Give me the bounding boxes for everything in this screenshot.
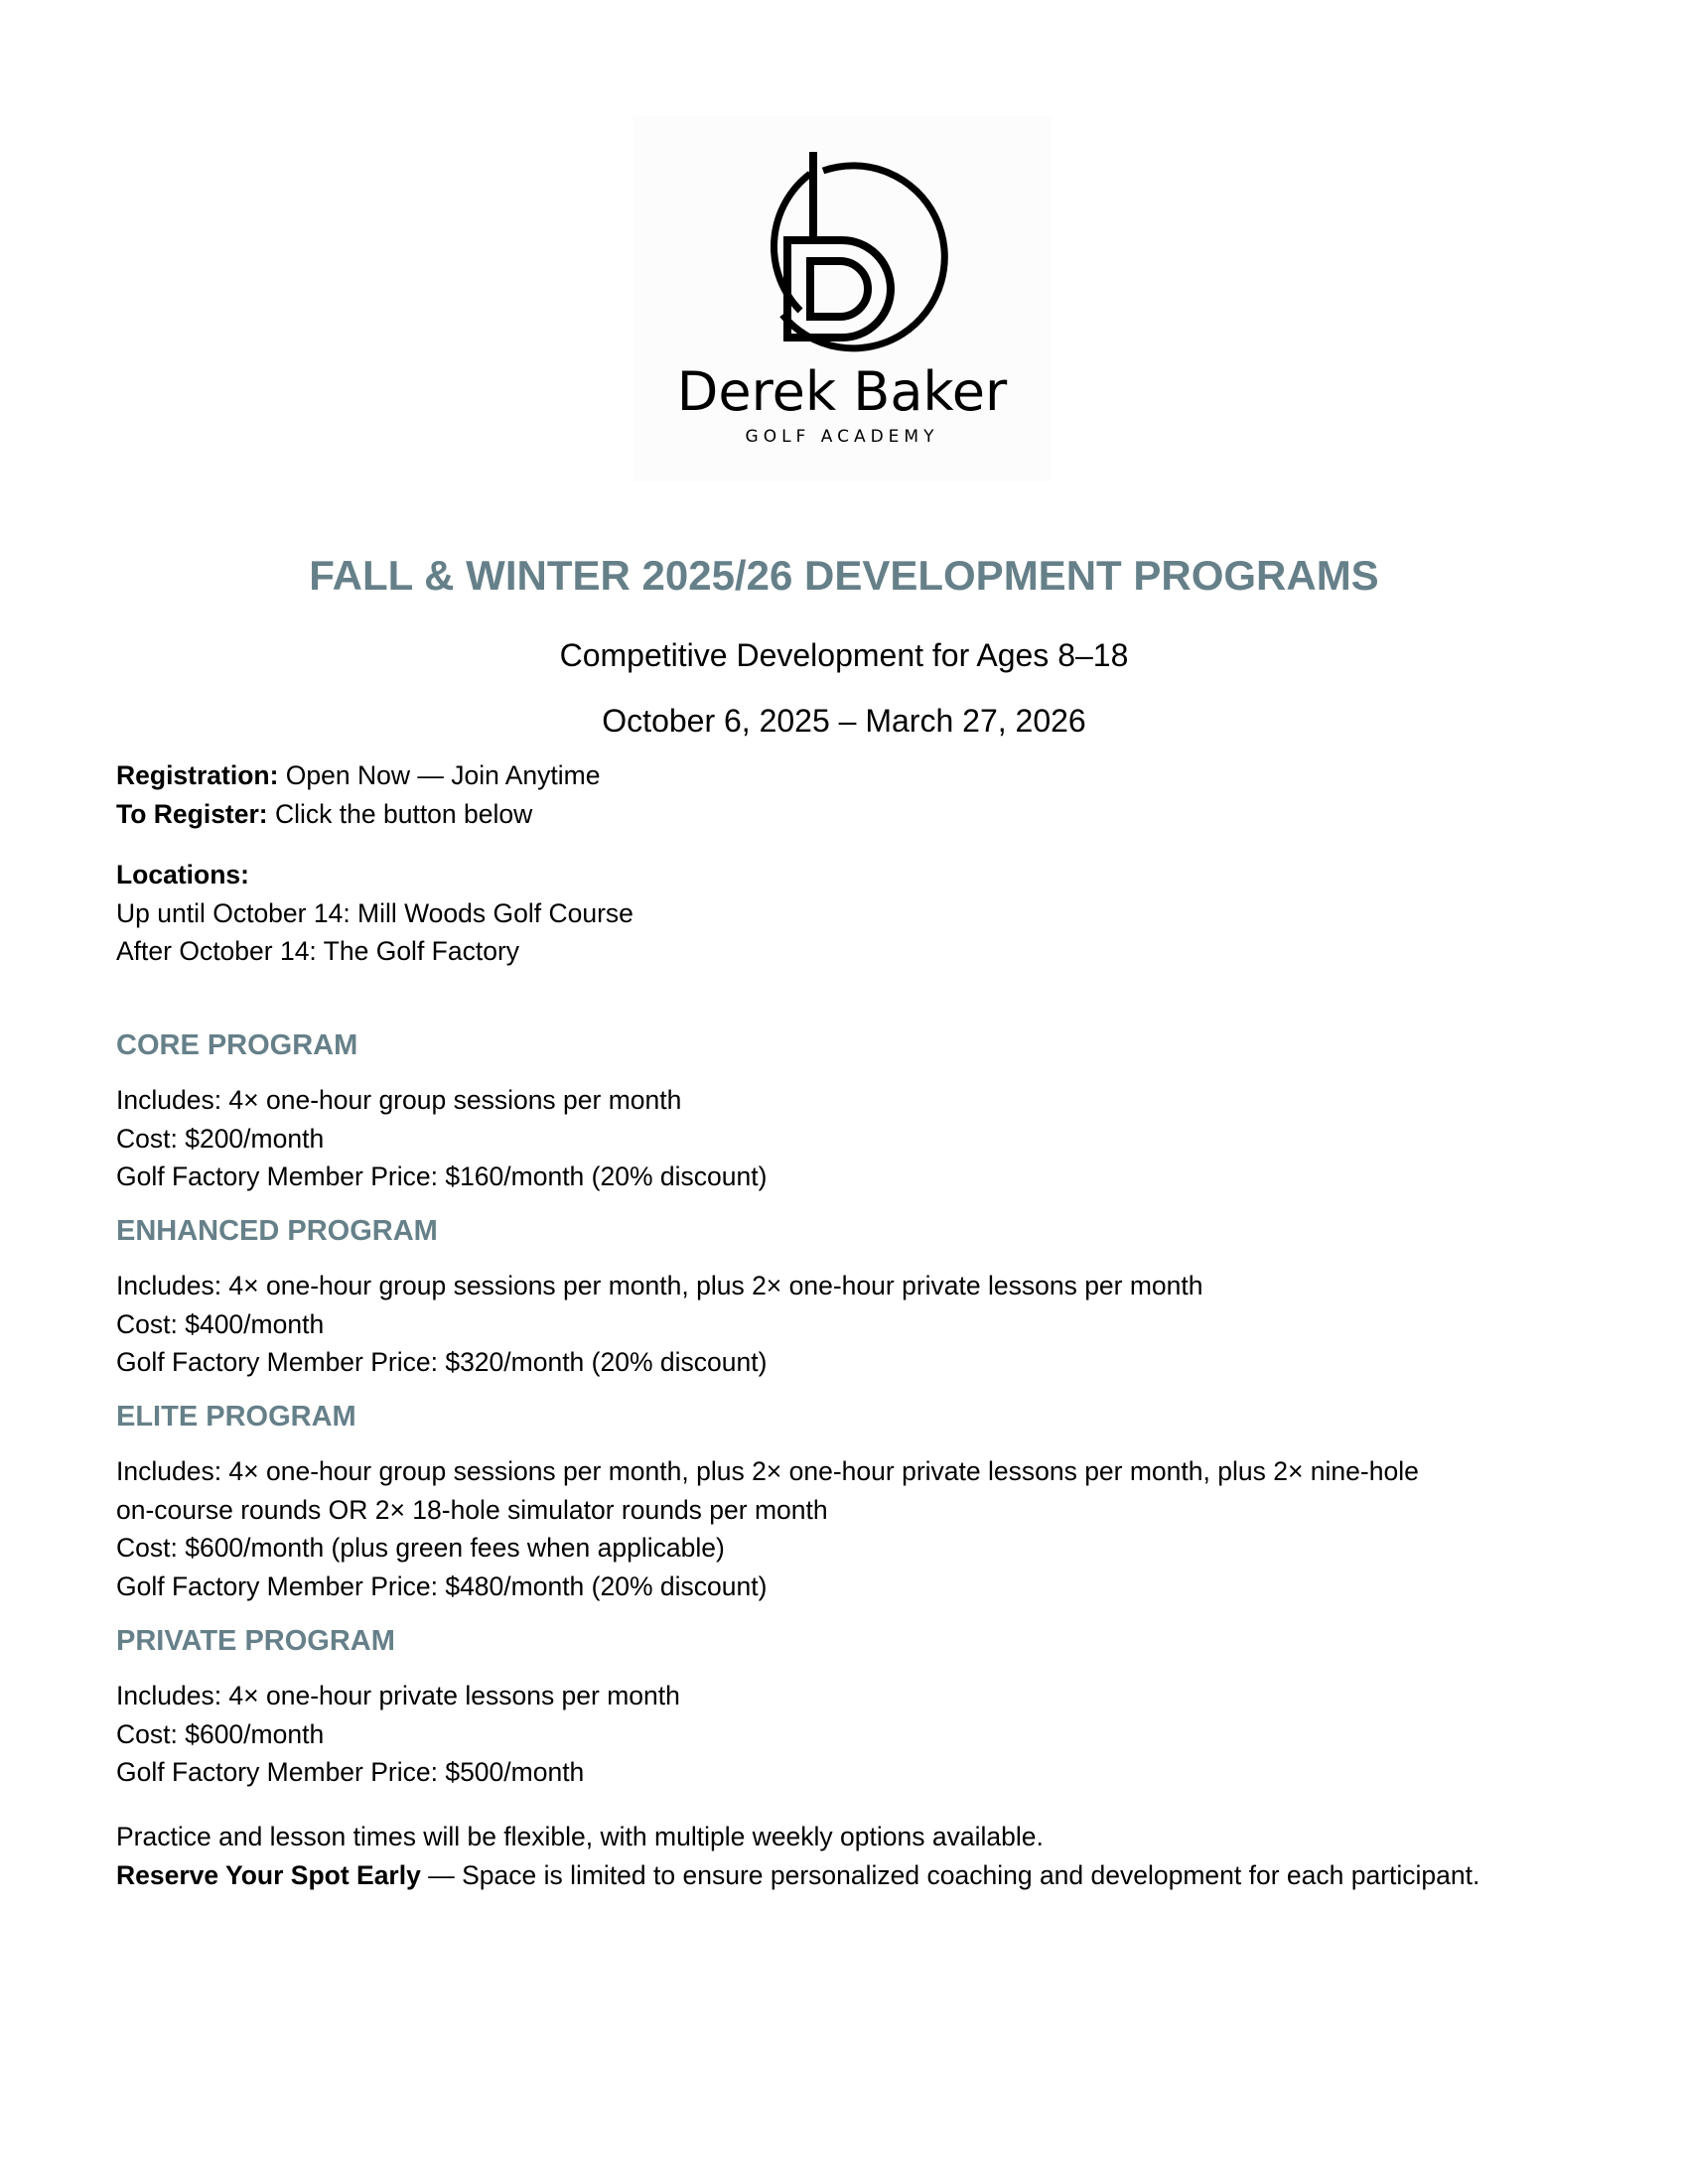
location-item: Up until October 14: Mill Woods Golf Course [116,897,633,928]
registration-line [116,756,1586,795]
registration-value: Open Now — Join Anytime [278,760,601,790]
register-line [116,795,1586,834]
core-program-details [116,1081,1586,1196]
academy-logo [633,116,1051,481]
elite-program-details [116,1452,1586,1605]
page-title: FALL & WINTER 2025/26 DEVELOPMENT PROGRAMS [309,552,1379,599]
private-program-details [116,1677,1586,1792]
program-line: Cost: $200/month [116,1123,325,1154]
register-label: To Register: [116,798,268,829]
program-line: Golf Factory Member Price: $320/month (20% discount) [116,1347,768,1377]
logo-name: Derek Baker [676,360,1008,423]
program-line: Includes: 4× one-hour group sessions per month [116,1085,682,1115]
logo-tagline: GOLF ACADEMY [745,427,939,447]
program-line: Cost: $600/month (plus green fees when applicable) [116,1533,725,1563]
enhanced-program-title: ENHANCED PROGRAM [116,1215,438,1247]
footer-notes [116,1818,1586,1894]
program-dates: October 6, 2025 – March 27, 2026 [602,703,1086,739]
registration-label: Registration: [116,760,279,790]
page-subtitle: Competitive Development for Ages 8–18 [559,637,1129,673]
program-line: Golf Factory Member Price: $500/month [116,1757,585,1787]
program-line: Includes: 4× one-hour private lessons per month [116,1681,680,1710]
locations-block [116,856,1586,971]
location-item: After October 14: The Golf Factory [116,936,520,966]
elite-program-title: ELITE PROGRAM [116,1401,356,1433]
reserve-line [116,1856,1586,1895]
program-line: Golf Factory Member Price: $480/month (20% discount) [116,1570,768,1601]
program-line: Cost: $600/month [116,1718,325,1749]
program-line: Includes: 4× one-hour group sessions per month, plus 2× one-hour private lessons per month, plus 2× nine-hole [116,1456,1419,1486]
program-line: Includes: 4× one-hour group sessions per month, plus 2× one-hour private lessons per month [116,1271,1203,1300]
private-program-title: PRIVATE PROGRAM [116,1625,395,1657]
reserve-label: Reserve Your Spot Early [116,1859,421,1890]
program-line: Golf Factory Member Price: $160/month (20% discount) [116,1161,768,1191]
practice-note: Practice and lesson times will be flexible, with multiple weekly options available. [116,1822,1044,1851]
registration-block [116,756,1586,833]
program-line: Cost: $400/month [116,1308,325,1339]
register-value: Click the button below [267,798,533,829]
core-program-title: CORE PROGRAM [116,1029,358,1061]
enhanced-program-details [116,1267,1586,1382]
program-line: on-course rounds OR 2× 18-hole simulator rounds per month [116,1494,828,1525]
db-monogram-icon [633,116,1051,354]
locations-label: Locations: [116,860,249,889]
reserve-text: — Space is limited to ensure personalized coaching and development for each participant. [420,1859,1480,1890]
